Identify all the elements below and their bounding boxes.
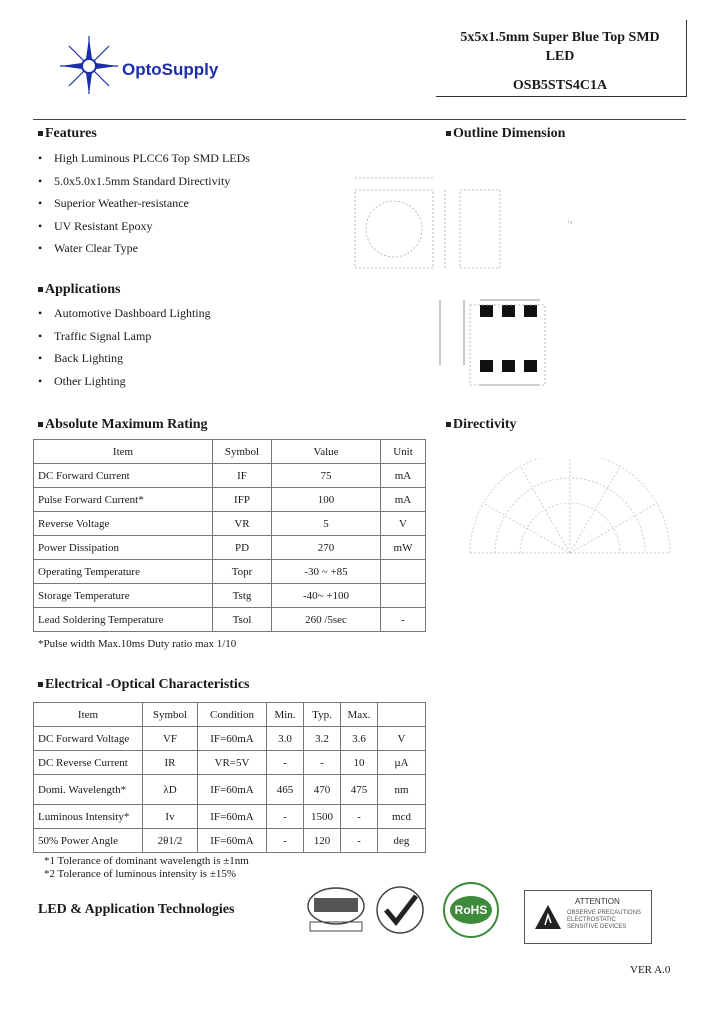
rohs-compliant-icon [434,880,508,940]
header-divider-bottom [436,96,687,97]
product-title-line2: LED [545,49,575,64]
tuv-cert-logo [304,884,368,939]
bullet-square-icon [38,682,43,687]
col-header: Item [34,703,143,727]
product-title [440,28,680,66]
table-row: Luminous Intensity* Iv IF=60mA - 1500 - mcd [34,805,426,829]
abs-max-title: Absolute Maximum Rating [45,417,208,432]
outline-heading [446,126,565,142]
bullet-square-icon [446,422,451,427]
eo-title: Electrical -Optical Characteristics [45,677,250,692]
table-row: DC Reverse Current IR VR=5V - - 10 µA [34,751,426,775]
product-title-line1: 5x5x1.5mm Super Blue Top SMD [460,30,660,45]
table-row: Lead Soldering Temperature Tsol 260 /5sec - [34,608,426,632]
eo-footnote-2: *2 Tolerance of luminous intensity is ±15% [44,868,237,880]
table-row: Domi. Wavelength* λD IF=60mA 465 470 475 nm [34,775,426,805]
eo-table [33,702,426,853]
outline-dimension-drawing [340,160,610,400]
esd-warning-icon [533,903,563,931]
col-header: Item [34,440,213,464]
bullet-square-icon [446,131,451,136]
col-header: Min. [267,703,304,727]
list-item: • Superior Weather-resistance [38,196,189,210]
eo-footnote-1: *1 Tolerance of dominant wavelength is ±1nm [44,855,249,867]
abs-max-heading [38,417,208,433]
table-row: 50% Power Angle 2θ1/2 IF=60mA - 120 - deg [34,829,426,853]
col-header: Typ. [304,703,341,727]
header-divider-right [686,20,687,96]
table-row: DC Forward Voltage VF IF=60mA 3.0 3.2 3.6 V [34,727,426,751]
features-heading [38,126,97,142]
outline-title: Outline Dimension [453,126,566,141]
bullet-square-icon [38,287,43,292]
list-item: • UV Resistant Epoxy [38,218,153,233]
directivity-heading [446,417,517,433]
list-item: • Water Clear Type [38,241,138,255]
bullet-square-icon [38,131,43,136]
list-item: • 5.0x5.0x1.5mm Standard Directivity [38,173,231,188]
section-divider [33,119,686,120]
table-header-row [34,703,426,727]
list-item: • Other Lighting [38,373,126,388]
eo-heading [38,677,249,693]
abs-max-footnote: *Pulse width Max.10ms Duty ratio max 1/10 [38,638,237,650]
applications-title: Applications [45,282,121,297]
col-header: Symbol [143,703,198,727]
checkmark-seal-icon [372,884,428,936]
directivity-polar-plot [460,458,680,568]
tuv-badge-icon [304,884,368,934]
col-header [378,703,426,727]
table-row: DC Forward Current IF 75 mA [34,464,426,488]
features-list [38,147,250,260]
list-item: • Traffic Signal Lamp [38,328,152,343]
outline-drawing [340,160,610,405]
directivity-chart [460,458,680,573]
brand-name: OptoSupply [122,60,219,79]
features-title: Features [45,126,97,141]
col-header: Condition [198,703,267,727]
col-header: Max. [341,703,378,727]
quality-cert-logo [372,884,428,941]
table-header-row [34,440,426,464]
attention-label: ATTENTION [575,897,620,906]
abs-max-table [33,439,426,632]
bullet-square-icon [38,422,43,427]
company-tagline: LED & Application Technologies [38,902,235,917]
table-row: Storage Temperature Tstg -40~ +100 [34,584,426,608]
table-row: Power Dissipation PD 270 mW [34,536,426,560]
table-row: Operating Temperature Topr -30 ~ +85 [34,560,426,584]
col-header: Unit [381,440,426,464]
part-number: OSB5STS4C1A [512,78,608,93]
table-row: Pulse Forward Current* IFP 100 mA [34,488,426,512]
applications-heading [38,282,120,298]
col-header: Value [272,440,381,464]
version-label: VER A.0 [630,964,671,976]
rohs-logo [434,880,508,945]
table-row: Reverse Voltage VR 5 V [34,512,426,536]
esd-warning-box [524,890,652,944]
directivity-title: Directivity [453,417,517,432]
esd-text: OBSERVE PRECAUTIONS ELECTROSTATIC SENSITIVE DEVICES [567,910,641,930]
list-item: • High Luminous PLCC6 Top SMD LEDs [38,151,250,165]
list-item: • Back Lighting [38,351,123,365]
svg-text:RoHS: RoHS [454,903,488,917]
applications-list [38,302,211,392]
list-item: • Automotive Dashboard Lighting [38,306,211,320]
col-header: Symbol [213,440,272,464]
